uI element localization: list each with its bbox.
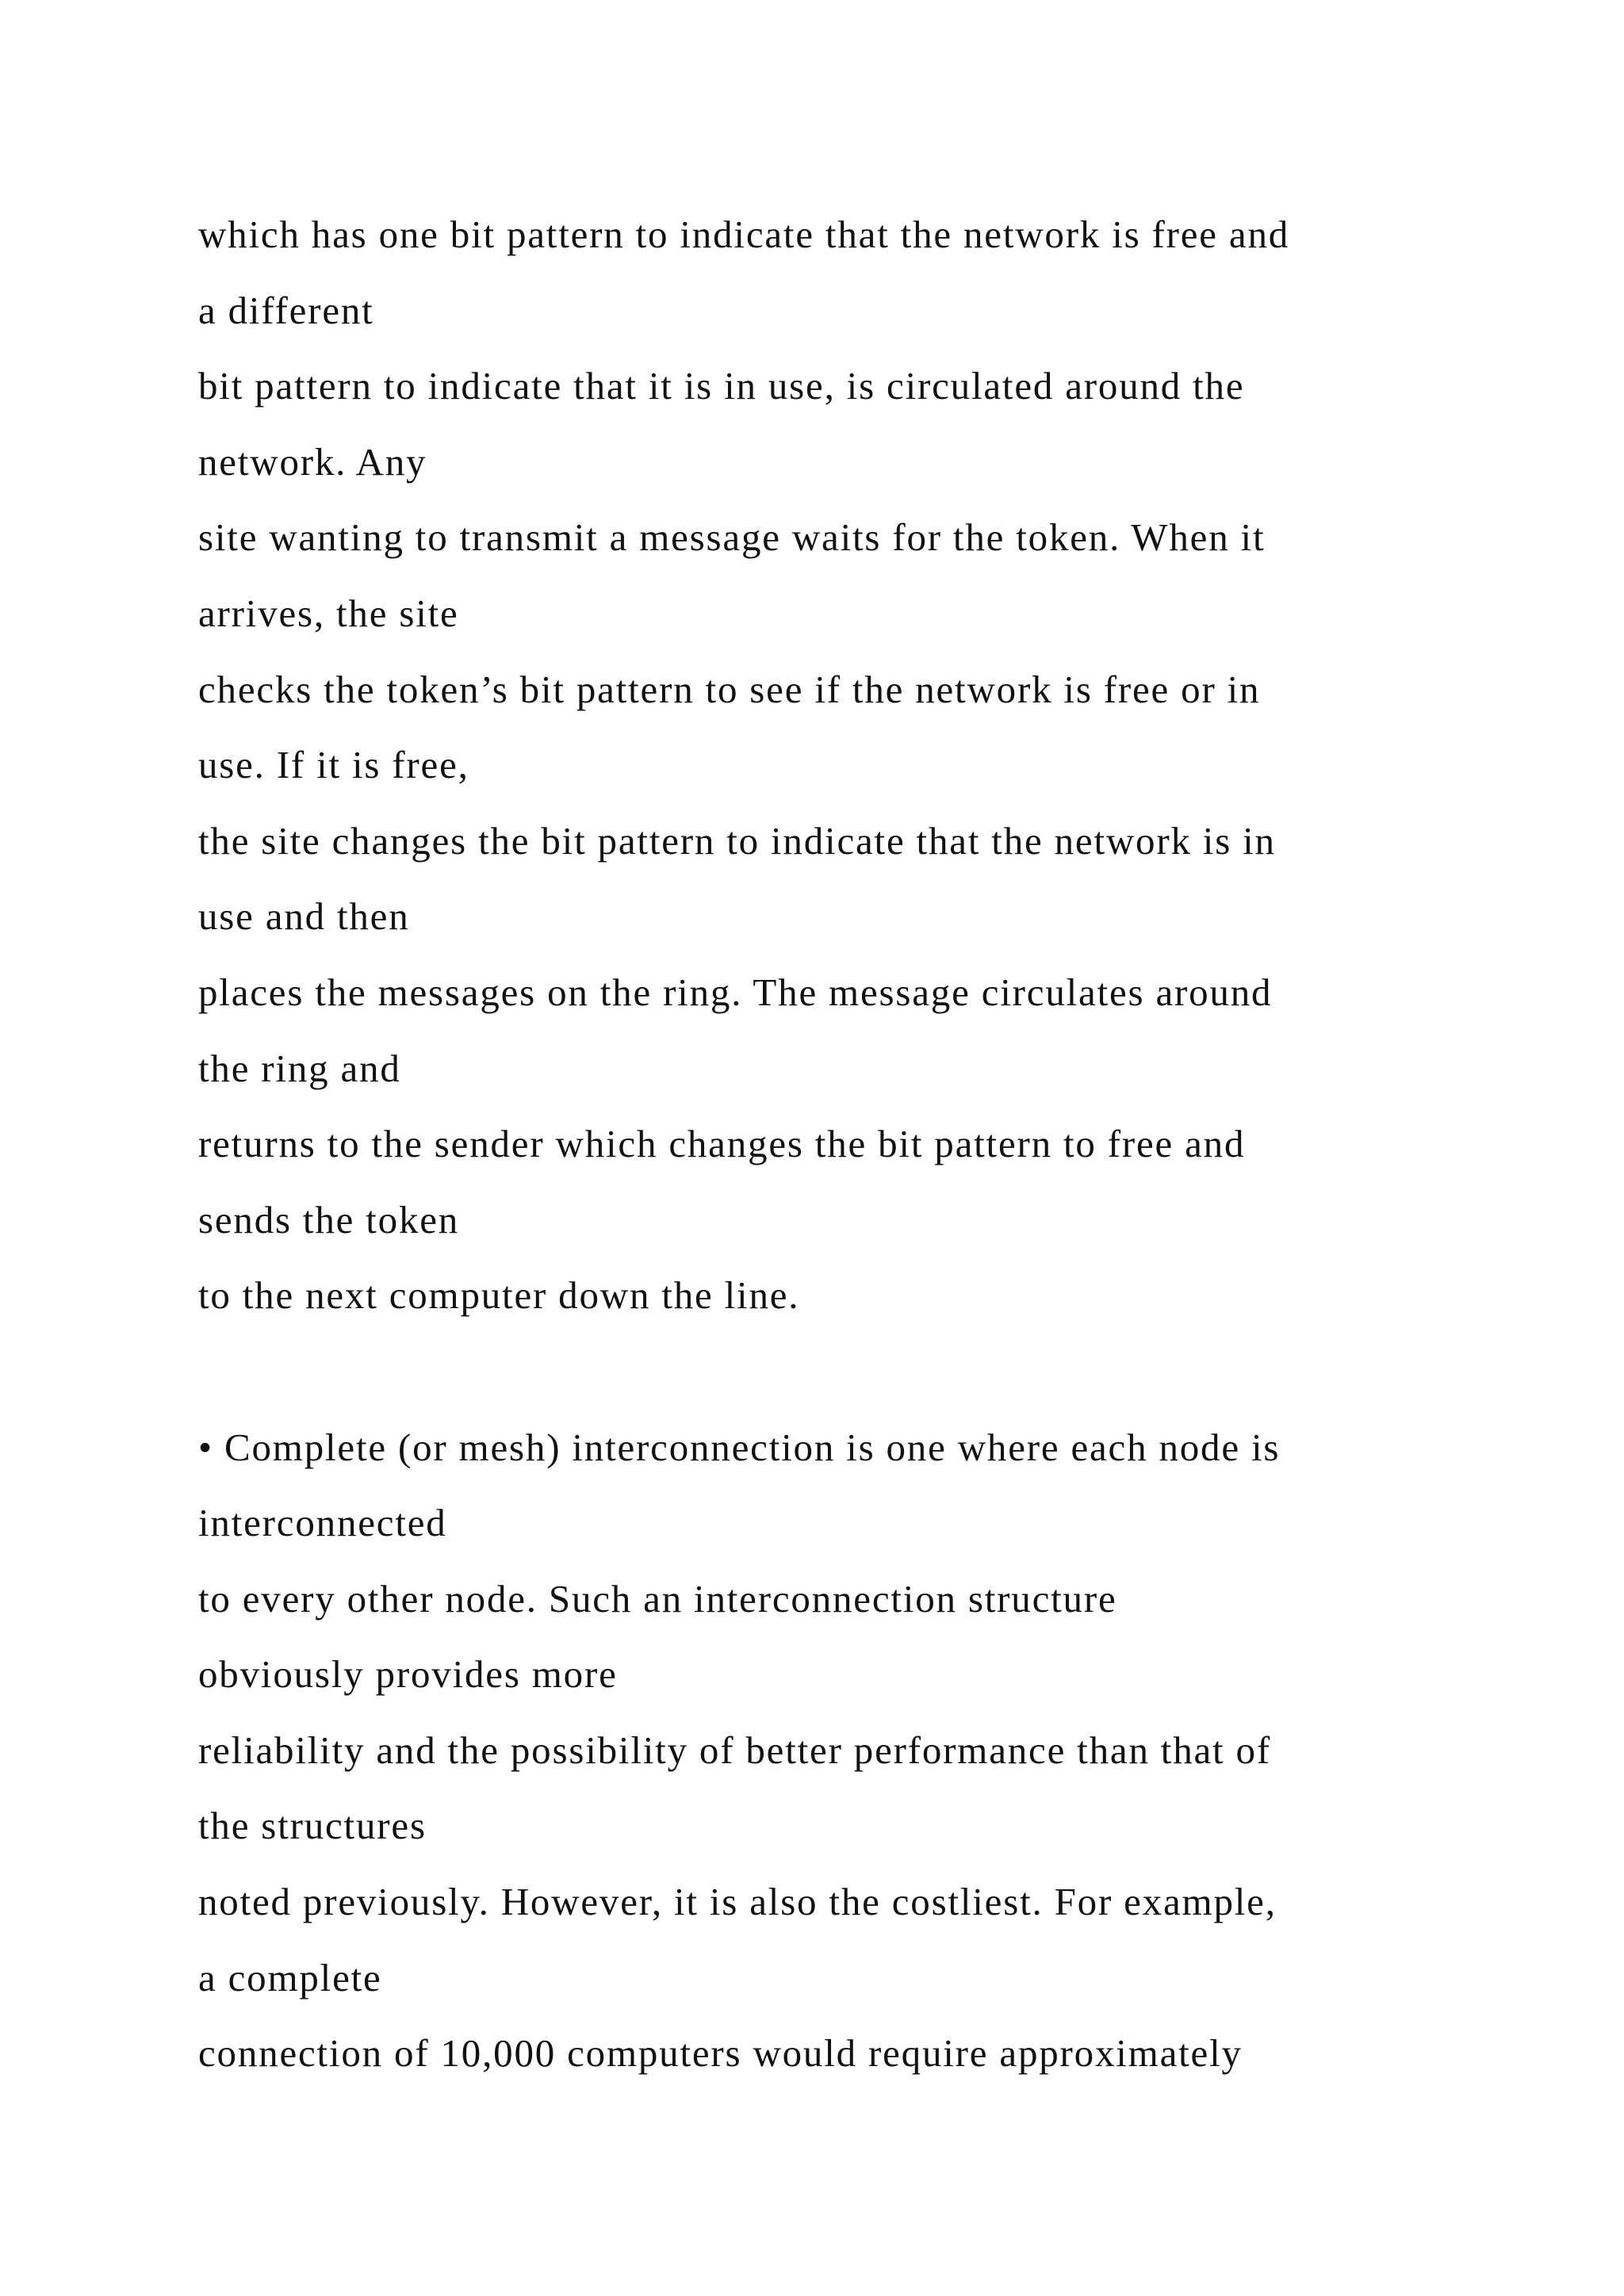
document-body: [198, 197, 1499, 2091]
text-line: a different: [198, 288, 374, 332]
text-line: reliability and the possibility of better performance than that of: [198, 1728, 1271, 1772]
text-line: • Complete (or mesh) interconnection is one where each node is: [198, 1425, 1281, 1469]
text-line: bit pattern to indicate that it is in use, is circulated around the: [198, 364, 1245, 408]
text-line: places the messages on the ring. The message circulates around: [198, 970, 1273, 1014]
paragraph-spacer: [198, 1334, 1499, 1410]
text-line: the site changes the bit pattern to indicate that the network is in: [198, 818, 1276, 863]
text-line: the structures: [198, 1804, 427, 1848]
text-line: returns to the sender which changes the bit pattern to free and: [198, 1122, 1246, 1166]
paragraph-token-ring: [198, 197, 1499, 1334]
text-line: the ring and: [198, 1046, 401, 1090]
text-line: connection of 10,000 computers would require approximately: [198, 2031, 1243, 2076]
text-line: interconnected: [198, 1501, 447, 1545]
text-line: which has one bit pattern to indicate that the network is free and: [198, 212, 1290, 256]
text-line: use and then: [198, 894, 410, 939]
paragraph-mesh-interconnection: [198, 1410, 1499, 2091]
text-line: network. Any: [198, 439, 427, 484]
text-line: to every other node. Such an interconnection structure: [198, 1576, 1117, 1621]
text-line: use. If it is free,: [198, 743, 469, 787]
text-line: noted previously. However, it is also the costliest. For example,: [198, 1880, 1277, 1924]
text-line: a complete: [198, 1955, 382, 1999]
text-line: checks the token’s bit pattern to see if the network is free or in: [198, 667, 1261, 711]
text-line: sends the token: [198, 1197, 460, 1242]
text-line: obviously provides more: [198, 1652, 618, 1697]
text-line: arrives, the site: [198, 591, 459, 635]
text-line: to the next computer down the line.: [198, 1273, 800, 1318]
text-line: site wanting to transmit a message waits for the token. When it: [198, 515, 1266, 560]
